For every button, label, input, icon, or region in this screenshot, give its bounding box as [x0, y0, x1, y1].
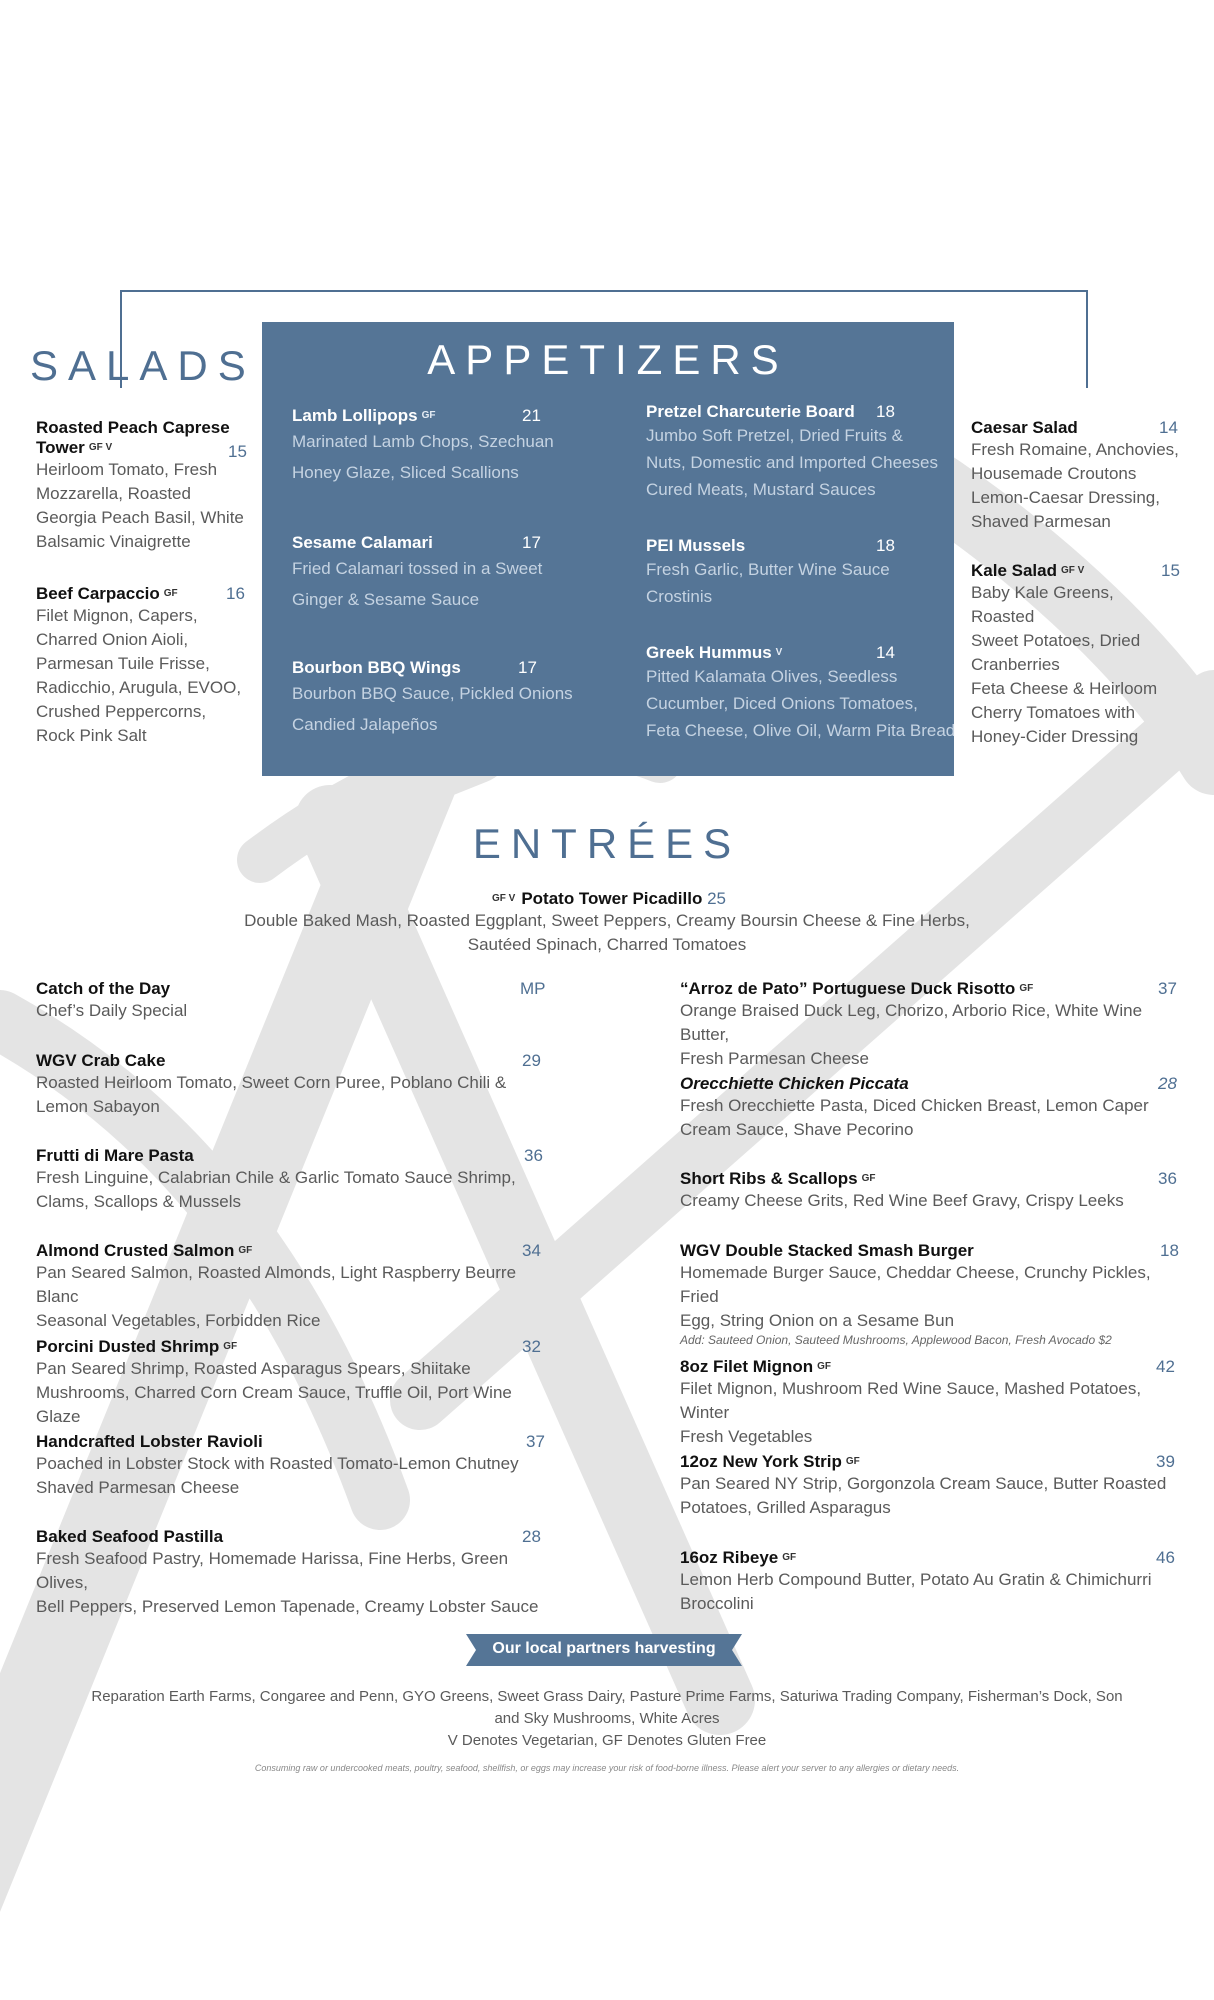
entree-desc: Bell Peppers, Preserved Lemon Tapenade, Creamy Lobster Sauce: [36, 1597, 539, 1616]
entree-name: Handcrafted Lobster Ravioli: [36, 1432, 263, 1451]
appetizer-price: 17: [522, 533, 541, 552]
entree-name: Almond Crusted Salmon: [36, 1241, 235, 1260]
appetizer-desc: Candied Jalapeños: [292, 715, 438, 734]
entree-item: [36, 1337, 556, 1429]
entree-desc: Lemon Herb Compound Butter, Potato Au Gratin & Chimichurri: [680, 1570, 1152, 1589]
entree-name: 8oz Filet Mignon: [680, 1357, 814, 1376]
entree-name: Orecchiette Chicken Piccata: [680, 1074, 909, 1093]
salad-desc: Feta Cheese & Heirloom: [971, 679, 1158, 698]
appetizer-item: [292, 533, 592, 615]
appetizer-desc: Cured Meats, Mustard Sauces: [646, 480, 876, 499]
appetizer-item: [646, 643, 956, 744]
entree-name: WGV Crab Cake: [36, 1051, 166, 1070]
entree-name: WGV Double Stacked Smash Burger: [680, 1241, 974, 1260]
salad-price: 15: [228, 442, 247, 461]
feature-desc: Double Baked Mash, Roasted Eggplant, Sweet Peppers, Creamy Boursin Cheese & Fine Herbs,: [244, 911, 970, 930]
salad-desc: Honey-Cider Dressing: [971, 727, 1139, 746]
entree-item: [36, 1527, 556, 1619]
diet-tag: GF: [861, 1173, 876, 1184]
diet-tag: GF: [845, 1456, 860, 1467]
entree-desc: Fresh Parmesan Cheese: [680, 1049, 869, 1068]
appetizer-name: Lamb Lollipops: [292, 406, 418, 425]
partners-line: Reparation Earth Farms, Congaree and Penn, GYO Greens, Sweet Grass Dairy, Pasture Prime Farms, Saturiwa Trading Company, Fisherman’s Dock, Son: [91, 1688, 1123, 1705]
salad-desc: Baby Kale Greens, Roasted: [971, 583, 1114, 626]
appetizer-desc: Honey Glaze, Sliced Scallions: [292, 463, 519, 482]
diet-tag: GF: [238, 1245, 253, 1256]
ribbon-label: Our local partners harvesting: [492, 1640, 716, 1657]
entree-desc: Fresh Orecchiette Pasta, Diced Chicken Breast, Lemon Caper: [680, 1096, 1149, 1115]
entree-item: [36, 979, 546, 1023]
entree-price: 39: [1156, 1452, 1175, 1471]
appetizer-price: 17: [518, 658, 537, 677]
entree-desc: Potatoes, Grilled Asparagus: [680, 1498, 891, 1517]
salad-desc: Lemon-Caesar Dressing,: [971, 488, 1160, 507]
entree-desc: Cream Sauce, Shave Pecorino: [680, 1120, 914, 1139]
salad-name: Caesar Salad: [971, 418, 1078, 437]
entree-price: 37: [526, 1432, 545, 1451]
entree-price: 32: [522, 1337, 541, 1356]
salad-desc: Shaved Parmesan: [971, 512, 1111, 531]
appetizer-item: [646, 536, 946, 610]
entree-name: Short Ribs & Scallops: [680, 1169, 858, 1188]
feature-desc: Sautéed Spinach, Charred Tomatoes: [467, 935, 747, 954]
entree-price: 42: [1156, 1357, 1175, 1376]
entree-price: 46: [1156, 1548, 1175, 1567]
salad-name: Beef Carpaccio: [36, 584, 160, 603]
entree-name: Porcini Dusted Shrimp: [36, 1337, 220, 1356]
appetizer-name: Greek Hummus: [646, 643, 772, 662]
salad-item: [971, 561, 1181, 749]
appetizer-name: Bourbon BBQ Wings: [292, 658, 461, 677]
salad-price: 15: [1161, 561, 1180, 580]
salad-desc: Charred Onion Aioli,: [36, 630, 189, 649]
appetizer-price: 21: [522, 406, 541, 425]
entree-desc: Lemon Sabayon: [36, 1097, 160, 1116]
salad-desc: Crushed Peppercorns,: [36, 702, 207, 721]
entree-desc: Filet Mignon, Mushroom Red Wine Sauce, Mashed Potatoes, Winter: [680, 1379, 1142, 1422]
appetizers-title: APPETIZERS: [427, 336, 789, 383]
appetizer-desc: Marinated Lamb Chops, Szechuan: [292, 432, 554, 451]
appetizer-name: Pretzel Charcuterie Board: [646, 402, 855, 421]
entree-addon-note: Add: Sauteed Onion, Sauteed Mushrooms, Applewood Bacon, Fresh Avocado $2: [680, 1333, 1112, 1347]
entree-desc: Mushrooms, Charred Corn Cream Sauce, Truffle Oil, Port Wine Glaze: [36, 1383, 512, 1426]
salad-item: [36, 418, 246, 554]
entree-item: [680, 979, 1190, 1071]
diet-tag: GF: [163, 588, 178, 599]
salad-item: [36, 584, 246, 748]
appetizers-panel: [262, 322, 954, 776]
entree-desc: Broccolini: [680, 1594, 754, 1613]
entree-item: [680, 1169, 1190, 1213]
appetizer-item: [292, 406, 592, 488]
salad-desc: Georgia Peach Basil, White: [36, 508, 244, 527]
appetizer-desc: Feta Cheese, Olive Oil, Warm Pita Bread: [646, 721, 956, 740]
diet-tag: GF: [421, 410, 436, 421]
entree-desc: Pan Seared NY Strip, Gorgonzola Cream Sauce, Butter Roasted: [680, 1474, 1167, 1493]
salad-desc: Cranberries: [971, 655, 1060, 674]
entree-desc: Chef’s Daily Special: [36, 1001, 188, 1020]
entree-item: [680, 1452, 1190, 1520]
salads-title: SALADS: [30, 342, 256, 389]
appetizer-price: 18: [876, 402, 895, 421]
salad-desc: Balsamic Vinaigrette: [36, 532, 191, 551]
entree-name: “Arroz de Pato” Portuguese Duck Risotto: [680, 979, 1016, 998]
appetizer-desc: Bourbon BBQ Sauce, Pickled Onions: [292, 684, 573, 703]
diet-tag: GF: [223, 1341, 238, 1352]
entree-name: Frutti di Mare Pasta: [36, 1146, 194, 1165]
diet-tag: V: [775, 647, 783, 658]
entree-price: 29: [522, 1051, 541, 1070]
entree-item: [680, 1074, 1190, 1142]
partners-text: [60, 1686, 1154, 1752]
entrees-title: ENTRÉES: [472, 820, 742, 867]
salad-desc: Rock Pink Salt: [36, 726, 147, 745]
salad-name: Roasted Peach Caprese: [36, 418, 230, 437]
entree-price: 28: [522, 1527, 541, 1546]
entree-desc: Orange Braised Duck Leg, Chorizo, Arborio Rice, White Wine Butter,: [680, 1001, 1143, 1044]
diet-tag: GF: [1019, 983, 1034, 994]
entree-desc: Egg, String Onion on a Sesame Bun: [680, 1311, 955, 1330]
diet-tag: GF V: [88, 442, 113, 453]
entree-price: 34: [522, 1241, 541, 1260]
entree-desc: Poached in Lobster Stock with Roasted Tomato-Lemon Chutney: [36, 1454, 519, 1473]
salad-desc: Cherry Tomatoes with: [971, 703, 1136, 722]
appetizer-desc: Ginger & Sesame Sauce: [292, 590, 480, 609]
salad-desc: Heirloom Tomato, Fresh: [36, 460, 218, 479]
appetizer-desc: Pitted Kalamata Olives, Seedless: [646, 667, 898, 686]
entree-price: MP: [520, 979, 546, 998]
food-safety-disclaimer: Consuming raw or undercooked meats, poultry, seafood, shellfish, or eggs may increase your risk of food-borne illness. Please alert your server to any allergies or dietary needs.: [254, 1763, 960, 1773]
partners-ribbon: [466, 1634, 742, 1666]
entree-desc: Creamy Cheese Grits, Red Wine Beef Gravy, Crispy Leeks: [680, 1191, 1124, 1210]
entree-name: 12oz New York Strip: [680, 1452, 842, 1471]
salad-name-cont: Tower: [36, 438, 85, 457]
salad-desc: Sweet Potatoes, Dried: [971, 631, 1141, 650]
diet-tag: GF: [782, 1552, 797, 1563]
entree-desc: Fresh Vegetables: [680, 1427, 813, 1446]
entree-desc: Fresh Seafood Pastry, Homemade Harissa, Fine Herbs, Green Olives,: [36, 1549, 509, 1592]
entree-desc: Shaved Parmesan Cheese: [36, 1478, 240, 1497]
appetizer-price: 14: [876, 643, 895, 662]
salad-price: 16: [226, 584, 245, 603]
feature-entree: [0, 889, 1214, 957]
appetizer-item: [646, 402, 946, 503]
appetizer-desc: Cucumber, Diced Onions Tomatoes,: [646, 694, 918, 713]
appetizer-desc: Fresh Garlic, Butter Wine Sauce: [646, 560, 890, 579]
entree-item: [36, 1051, 546, 1119]
entree-item: [680, 1548, 1190, 1616]
entree-item: [36, 1432, 556, 1500]
diet-tag: GF: [817, 1361, 832, 1372]
entree-desc: Seasonal Vegetables, Forbidden Rice: [36, 1311, 321, 1330]
entree-item: [36, 1146, 546, 1214]
diet-tag: GF V: [491, 893, 516, 904]
appetizer-name: Sesame Calamari: [292, 533, 433, 552]
salad-desc: Filet Mignon, Capers,: [36, 606, 198, 625]
appetizer-desc: Nuts, Domestic and Imported Cheeses: [646, 453, 938, 472]
entree-price: 18: [1160, 1241, 1179, 1260]
salad-desc: Fresh Romaine, Anchovies,: [971, 440, 1179, 459]
entree-name: Catch of the Day: [36, 979, 171, 998]
salad-item: [971, 418, 1181, 534]
entree-item: [36, 1241, 556, 1333]
partners-line: and Sky Mushrooms, White Acres: [494, 1710, 720, 1727]
entree-desc: Roasted Heirloom Tomato, Sweet Corn Puree, Poblano Chili &: [36, 1073, 507, 1092]
feature-price: 25: [707, 889, 727, 908]
appetizer-item: [292, 658, 592, 740]
feature-name: Potato Tower Picadillo: [521, 889, 703, 908]
entree-item: [680, 1241, 1190, 1347]
entree-name: 16oz Ribeye: [680, 1548, 779, 1567]
entree-price: 28: [1158, 1074, 1177, 1093]
entree-name: Baked Seafood Pastilla: [36, 1527, 224, 1546]
entree-price: 36: [524, 1146, 543, 1165]
salad-name: Kale Salad: [971, 561, 1057, 580]
entree-price: 37: [1158, 979, 1177, 998]
salad-desc: Parmesan Tuile Frisse,: [36, 654, 210, 673]
appetizer-price: 18: [876, 536, 895, 555]
entree-item: [680, 1357, 1190, 1449]
diet-tag: GF V: [1061, 565, 1085, 576]
diet-legend: V Denotes Vegetarian, GF Denotes Gluten Free: [447, 1732, 767, 1749]
appetizer-name: PEI Mussels: [646, 536, 746, 555]
entree-price: 36: [1158, 1169, 1177, 1188]
entree-desc: Fresh Linguine, Calabrian Chile & Garlic Tomato Sauce Shrimp,: [36, 1168, 516, 1187]
salad-desc: Housemade Croutons: [971, 464, 1137, 483]
salad-desc: Mozzarella, Roasted: [36, 484, 191, 503]
entree-desc: Pan Seared Shrimp, Roasted Asparagus Spears, Shiitake: [36, 1359, 471, 1378]
appetizer-desc: Fried Calamari tossed in a Sweet: [292, 559, 543, 578]
appetizer-desc: Jumbo Soft Pretzel, Dried Fruits &: [646, 426, 903, 445]
entree-desc: Clams, Scallops & Mussels: [36, 1192, 242, 1211]
salad-price: 14: [1159, 418, 1178, 437]
entree-desc: Pan Seared Salmon, Roasted Almonds, Light Raspberry Beurre Blanc: [36, 1263, 517, 1306]
salad-desc: Radicchio, Arugula, EVOO,: [36, 678, 242, 697]
entree-desc: Homemade Burger Sauce, Cheddar Cheese, Crunchy Pickles, Fried: [680, 1263, 1151, 1306]
appetizer-desc: Crostinis: [646, 587, 713, 606]
